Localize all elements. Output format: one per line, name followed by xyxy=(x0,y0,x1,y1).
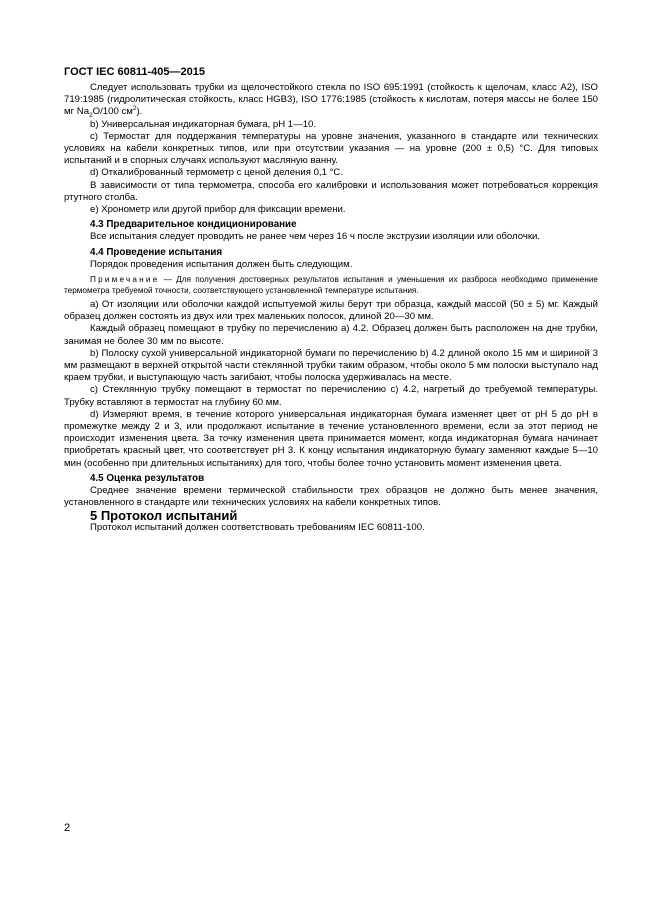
section-4-4-intro: Порядок проведения испытания должен быть следующим. xyxy=(90,258,353,270)
step-b: b) Полоску сухой универсальной индикаторной бумаги по перечислению b) 4.2 длиной около 15 мм и шириной 3 мм размещают в верхней открытой части стеклянной трубки таким образом, чтобы около 5 мм полоски выступало над краем трубки, и выступающую часть загибают, чтобы полоска удерживалась на месте. xyxy=(64,347,598,384)
section-4-5-title: 4.5 Оценка результатов xyxy=(90,472,205,484)
step-a2: Каждый образец помещают в трубку по перечислению a) 4.2. Образец должен быть расположен на дне трубки, занимая не более 30 мм по высоте. xyxy=(64,323,598,347)
section-4-3-title: 4.3 Предварительное кондиционирование xyxy=(90,219,297,231)
item-b: b) Универсальная индикаторная бумага, pH 1—10. xyxy=(90,118,317,130)
step-d: d) Измеряют время, в течение которого универсальная индикаторная бумага изменяет цвет от pH 5 до pH в промежутке между 2 и 3, или продолжают испытание в течение установленного времени, если за этот период не происходит изменения цвета. За точку изменения цвета принимается момент, когда индикаторная бумага начинает приобретать красный цвет, что соответствует pH 3. К концу испытания индикаторную бумагу заменяют каждые 5—10 мин (особенно при длительных испытаниях) для того, чтобы более точно установить момент изменения цвета. xyxy=(64,408,598,469)
document-body xyxy=(64,82,598,534)
item-c: c) Термостат для поддержания температуры на уровне значения, указанного в стандарте или технических условиях на кабели конкретных типов, или при отсутствии указания — на уровне (200 ± 0,5) °С. Для типовых испытаний и в спорных случаях используют масляную ванну. xyxy=(64,130,598,167)
step-a: a) От изоляции или оболочки каждой испытуемой жилы берут три образца, каждый массой (50 ± 5) мг. Каждый образец должен состоять из двух или трех маленьких полосок, длиной 20—30 мм. xyxy=(64,299,598,323)
note-label: Примечание xyxy=(90,275,160,285)
step-c: c) Стеклянную трубку помещают в термостат по перечислению c) 4.2, нагретый до требуемой температуры. Трубку вставляют в термостат на глубину 60 мм. xyxy=(64,384,598,408)
materials-paragraph: Следует использовать трубки из щелочестойкого стекла по ISO 695:1991 (стойкость к щелочам, класс А2), ISO 719:1985 (гидролитическая стойкость, класс HGB3), ISO 1776:1985 (стойкость к кислотам, потеря массы не более 150 мг $Na_2O/100$ $см^2$). xyxy=(64,82,598,120)
item-d-note: В зависимости от типа термометра, способа его калибровки и использования может потребоваться коррекция ртутного столба. xyxy=(64,179,598,203)
section-5-title: 5 Протокол испытаний xyxy=(90,507,238,523)
section-4-4-title: 4.4 Проведение испытания xyxy=(90,246,223,258)
page-number: 2 xyxy=(64,822,71,834)
note xyxy=(64,274,598,296)
item-d: d) Откалиброванный термометр с ценой деления 0,1 °С. xyxy=(90,167,343,179)
note-text: — Для получения достоверных результатов испытания и уменьшения их разброса необходимо применение термометра требуемой точности, соответствующего установленной температуре испытания. xyxy=(64,275,598,296)
section-4-5-text: Среднее значение времени термической стабильности трех образцов не должно быть менее значения, установленного в стандарте или технических условиях на кабели конкретных типов. xyxy=(64,485,598,509)
section-4-3-text: Все испытания следует проводить не ранее чем через 16 ч после экструзии изоляции или оболочки. xyxy=(90,231,541,243)
item-e: e) Хронометр или другой прибор для фиксации времени. xyxy=(90,204,346,216)
document-header: ГОСТ IEC 60811-405—2015 xyxy=(64,66,205,78)
section-5-text: Протокол испытаний должен соответствовать требованиям IEC 60811-100. xyxy=(90,521,425,533)
